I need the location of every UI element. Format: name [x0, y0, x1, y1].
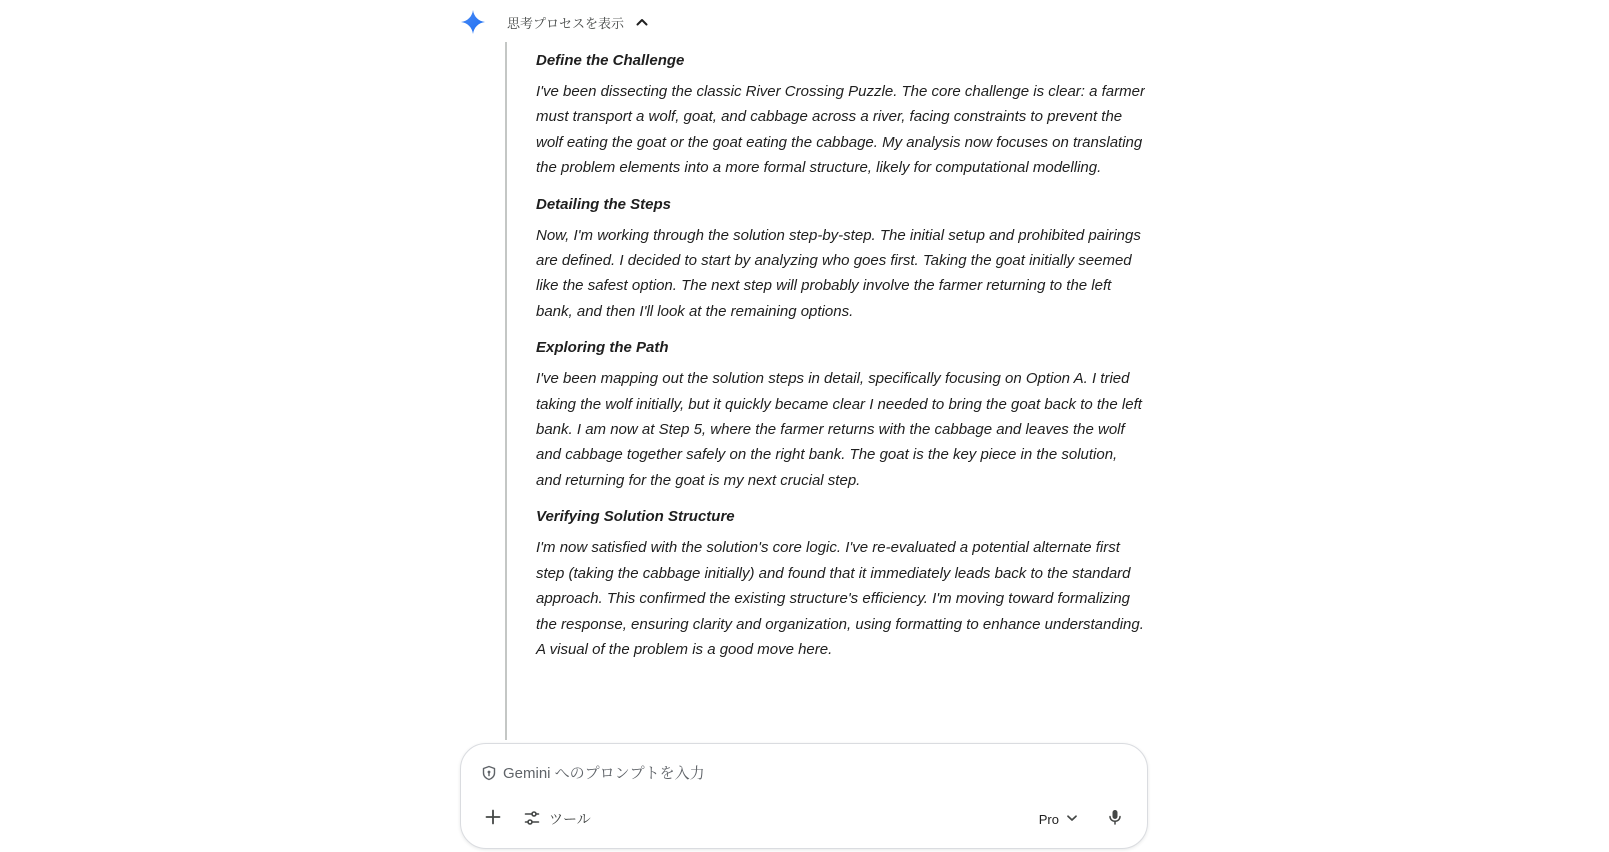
- thought-body: I've been dissecting the classic River Crossing Puzzle. The core challenge is clear: a farmer must transport a wolf, goat, and cabbage across a river, facing constraints to prevent the wolf eating the goat or the goat eating the cabbage. My analysis now focuses on translating the problem elements into a more formal structure, likely for computational modelling.: [536, 83, 1145, 177]
- tools-label: ツール: [549, 811, 591, 827]
- thought-body: I'm now satisfied with the solution's core logic. I've re-evaluated a potential alternate first step (taking the cabbage initially) and found that it immediately leads back to the standard approach. This confirmed the existing structure's efficiency. I'm moving toward formalizing the response, ensuring clarity and organization, using formatting to enhance understanding. A visual of the problem is a good move here.: [536, 539, 1144, 658]
- thought-section: [536, 338, 1145, 493]
- plus-icon: [484, 808, 502, 831]
- scroll-fade-overlay: [507, 680, 1145, 740]
- microphone-button[interactable]: [1101, 805, 1129, 833]
- thought-title: Exploring the Path: [536, 339, 669, 357]
- add-button[interactable]: [479, 805, 507, 833]
- thought-section: [536, 51, 1145, 181]
- shield-icon: [481, 765, 497, 781]
- chevron-down-icon: [1065, 811, 1079, 828]
- thought-body: Now, I'm working through the solution step-by-step. The initial setup and prohibited pairings are defined. I decided to start by analyzing who goes first. Taking the goat initially seemed like the safest option. The next step will probably involve the farmer returning to the left bank, and then I'll look at the remaining options.: [536, 226, 1141, 320]
- prompt-composer: [460, 743, 1148, 849]
- tools-button[interactable]: [523, 805, 591, 833]
- show-thinking-toggle[interactable]: [507, 10, 650, 34]
- thought-process-panel: [505, 42, 1145, 740]
- model-selector[interactable]: [1039, 805, 1079, 833]
- thought-section: [536, 195, 1145, 325]
- gemini-sparkle-icon: [460, 9, 486, 35]
- thought-title: Detailing the Steps: [536, 195, 672, 213]
- prompt-placeholder: Gemini へのプロンプトを入力: [503, 765, 705, 782]
- show-thinking-label: 思考プロセスを表示: [507, 15, 625, 31]
- thinking-header: [460, 8, 486, 36]
- prompt-input[interactable]: [481, 762, 705, 783]
- chevron-up-icon: [634, 14, 650, 30]
- thought-section: [536, 507, 1145, 662]
- thought-title: Verifying Solution Structure: [536, 508, 735, 526]
- model-label: Pro: [1038, 811, 1059, 827]
- thought-body: I've been mapping out the solution steps in detail, specifically focusing on Option A. I tried taking the wolf initially, but it quickly became clear I needed to bring the goat back to the left bank. I am now at Step 5, where the farmer returns with the cabbage and leaves the wolf and cabbage together safely on the right bank. The goat is the key piece in the solution, and returning for the goat is my next crucial step.: [536, 370, 1142, 489]
- composer-toolbar: [461, 801, 1147, 837]
- tools-sliders-icon: [523, 809, 541, 830]
- thought-title: Define the Challenge: [536, 52, 685, 69]
- microphone-icon: [1106, 808, 1124, 831]
